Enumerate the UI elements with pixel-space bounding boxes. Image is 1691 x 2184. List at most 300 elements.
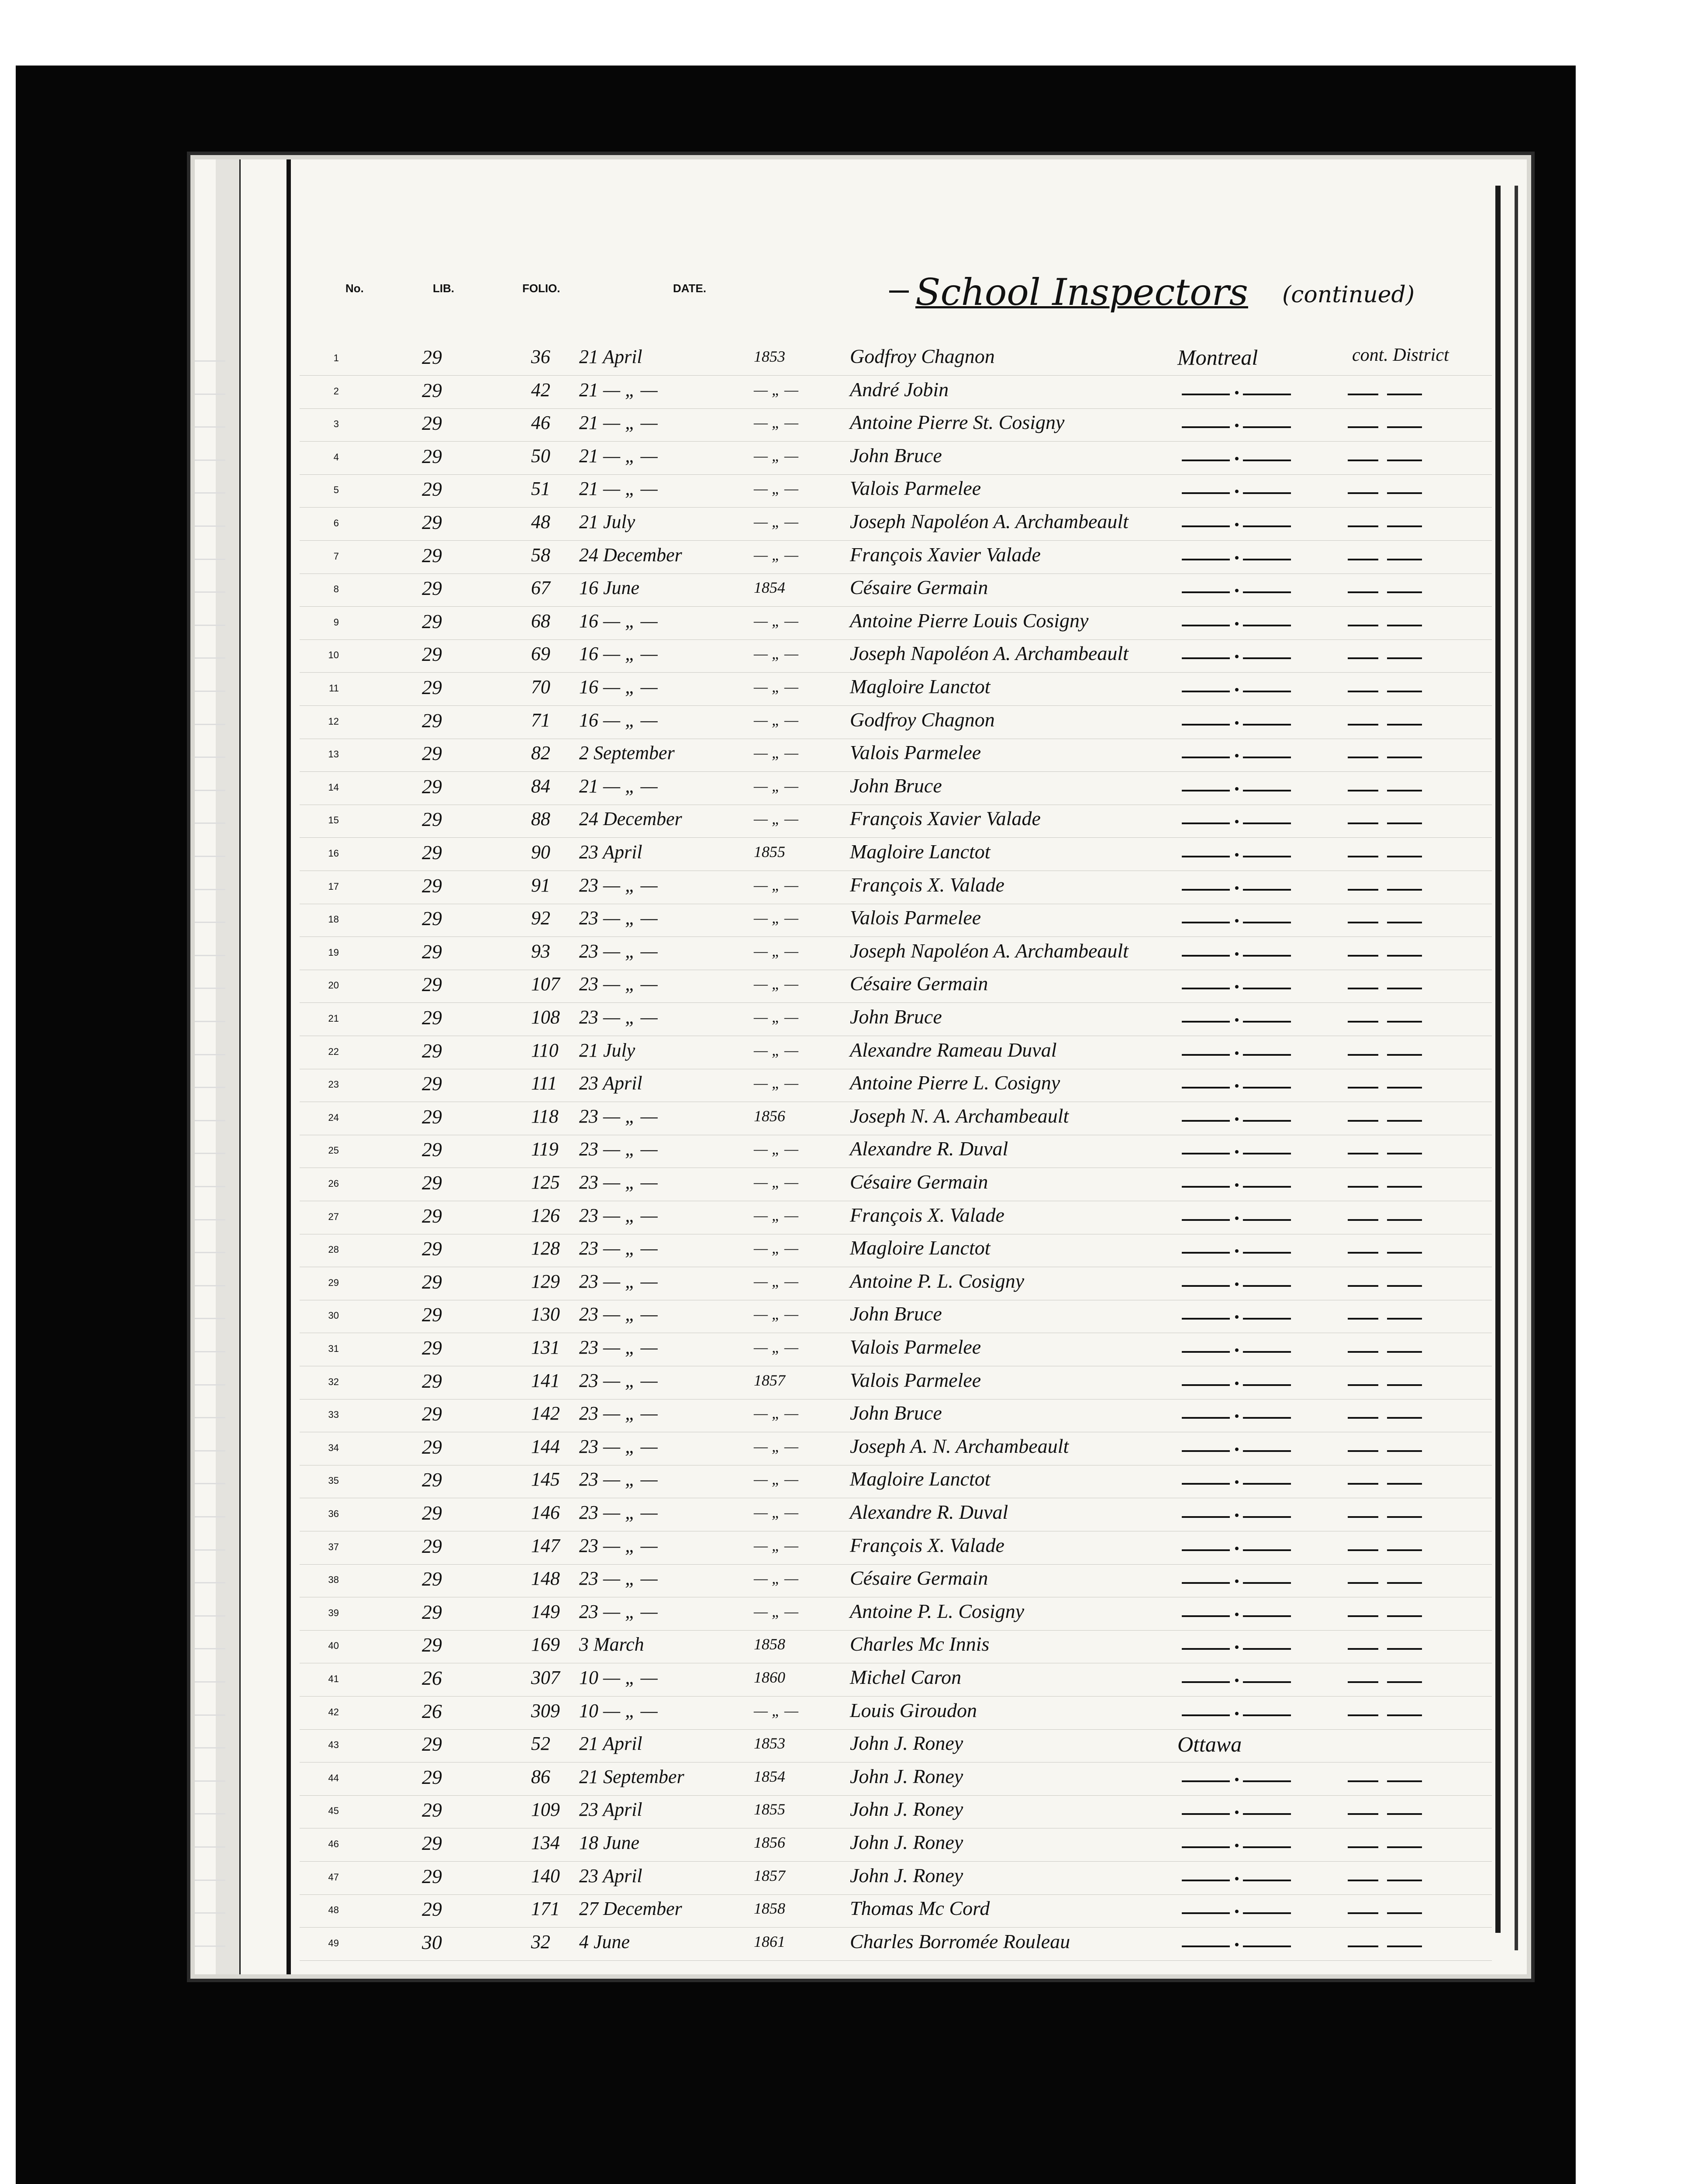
entry-folio: 118	[531, 1105, 559, 1127]
ditto-mark	[1387, 889, 1422, 891]
entry-name: Thomas Mc Cord	[850, 1897, 990, 1920]
ditto-mark	[1243, 1549, 1291, 1551]
entry-year: — „ —	[754, 380, 799, 398]
entry-year: 1855	[754, 1800, 785, 1818]
entry-date: 23 — „ —	[579, 1303, 658, 1325]
ditto-mark	[1182, 1219, 1230, 1221]
margin-tick	[195, 1714, 225, 1716]
entry-date: 21 September	[579, 1766, 684, 1787]
entry-folio: 129	[531, 1270, 560, 1292]
register-page	[195, 159, 1527, 1974]
ditto-mark	[1387, 1714, 1422, 1716]
ditto-mark	[1182, 1483, 1230, 1485]
entry-name: John Bruce	[850, 774, 942, 797]
entry-year: — „ —	[754, 1602, 799, 1620]
margin-tick	[195, 1384, 225, 1386]
ditto-dot	[1235, 424, 1239, 427]
entry-number: 14	[328, 781, 339, 793]
ditto-mark	[1348, 657, 1378, 659]
ditto-mark	[1387, 1450, 1422, 1452]
ditto-mark	[1387, 1318, 1422, 1320]
entry-name: John J. Roney	[850, 1798, 963, 1821]
ditto-dot	[1235, 457, 1239, 460]
entry-year: 1853	[754, 1735, 785, 1752]
ditto-mark	[1387, 1351, 1422, 1353]
entry-year: 1857	[754, 1371, 785, 1389]
margin-tick	[195, 1483, 225, 1484]
ditto-mark	[1182, 1318, 1230, 1320]
ditto-mark	[1348, 492, 1378, 494]
ditto-dot	[1235, 1183, 1239, 1187]
ditto-mark	[1243, 625, 1291, 626]
ditto-dot	[1235, 820, 1239, 823]
ditto-mark	[1348, 724, 1378, 726]
ditto-mark	[1348, 559, 1378, 560]
entry-lib: 29	[422, 1072, 442, 1095]
ditto-mark	[1243, 1219, 1291, 1221]
ditto-mark	[1348, 822, 1378, 824]
ditto-dot	[1235, 952, 1239, 956]
ditto-mark	[1348, 1483, 1378, 1485]
table-row	[195, 805, 1527, 838]
ditto-mark	[1243, 1615, 1291, 1617]
ditto-mark	[1387, 856, 1422, 857]
entry-date: 21 April	[579, 346, 642, 367]
entry-year: — „ —	[754, 1338, 799, 1356]
entry-date: 23 — „ —	[579, 1204, 658, 1226]
entry-name: Césaire Germain	[850, 1171, 988, 1193]
entry-year: — „ —	[754, 1404, 799, 1422]
ditto-dot	[1235, 1910, 1239, 1913]
entry-name: John Bruce	[850, 444, 942, 467]
entry-date: 16 — „ —	[579, 610, 658, 632]
entry-date: 23 — „ —	[579, 1403, 658, 1424]
ditto-mark	[1387, 460, 1422, 461]
ditto-dot	[1235, 1712, 1239, 1715]
ditto-mark	[1182, 525, 1230, 527]
entry-date: 23 — „ —	[579, 874, 658, 896]
entry-lib: 26	[422, 1700, 442, 1722]
table-row	[195, 1697, 1527, 1730]
table-row	[195, 1862, 1527, 1895]
entry-number: 9	[333, 616, 339, 628]
ditto-mark	[1243, 591, 1291, 593]
margin-tick	[195, 691, 225, 692]
entry-date: 16 — „ —	[579, 709, 658, 731]
entry-number: 34	[328, 1442, 339, 1453]
ditto-mark	[1182, 1780, 1230, 1782]
entry-date: 24 December	[579, 544, 682, 566]
ditto-mark	[1182, 1285, 1230, 1287]
entry-name: Magloire Lanctot	[850, 1237, 990, 1259]
entry-date: 23 — „ —	[579, 1006, 658, 1028]
entry-name: Césaire Germain	[850, 972, 988, 995]
entry-number: 47	[328, 1871, 339, 1883]
ditto-dot	[1235, 1844, 1239, 1847]
entry-lib: 29	[422, 511, 442, 533]
ditto-mark	[1182, 1681, 1230, 1683]
ditto-mark	[1243, 822, 1291, 824]
column-header-no: No.	[345, 282, 364, 295]
ditto-mark	[1243, 1912, 1291, 1914]
ditto-mark	[1182, 1021, 1230, 1023]
entry-date: 4 June	[579, 1931, 630, 1952]
entry-name: Magloire Lanctot	[850, 1468, 990, 1490]
entry-number: 37	[328, 1541, 339, 1552]
ditto-dot	[1235, 1117, 1239, 1121]
table-row	[195, 1532, 1527, 1565]
entry-folio: 171	[531, 1898, 560, 1920]
entry-date: 21 April	[579, 1733, 642, 1755]
entry-year: 1861	[754, 1932, 785, 1950]
ditto-dot	[1235, 622, 1239, 625]
ditto-mark	[1182, 1946, 1230, 1947]
ditto-mark	[1182, 757, 1230, 758]
entry-name: Césaire Germain	[850, 1567, 988, 1590]
ditto-mark	[1387, 691, 1422, 692]
table-row	[195, 1433, 1527, 1465]
ditto-dot	[1235, 556, 1239, 560]
entry-name: Valois Parmelee	[850, 1368, 981, 1391]
ditto-mark	[1243, 1318, 1291, 1320]
ditto-mark	[1387, 1120, 1422, 1122]
ditto-dot	[1235, 1448, 1239, 1451]
entry-folio: 146	[531, 1502, 560, 1523]
ditto-mark	[1387, 1681, 1422, 1683]
entry-date: 27 December	[579, 1898, 682, 1920]
ditto-dot	[1235, 853, 1239, 857]
entry-folio: 110	[531, 1039, 559, 1061]
entry-number: 13	[328, 749, 339, 760]
entry-lib: 29	[422, 1832, 442, 1854]
ditto-mark	[1243, 394, 1291, 395]
entry-lib: 29	[422, 379, 442, 401]
margin-tick	[195, 657, 225, 659]
entry-lib: 29	[422, 841, 442, 864]
ditto-mark	[1243, 1648, 1291, 1650]
margin-tick	[195, 1648, 225, 1649]
ditto-mark	[1243, 1880, 1291, 1881]
entry-lib: 29	[422, 1369, 442, 1392]
ditto-dot	[1235, 1480, 1239, 1484]
ditto-mark	[1348, 1615, 1378, 1617]
ditto-mark	[1348, 1780, 1378, 1782]
entry-year: 1853	[754, 348, 785, 365]
ditto-mark	[1387, 1516, 1422, 1518]
ditto-mark	[1243, 492, 1291, 494]
entry-folio: 86	[531, 1766, 550, 1787]
ditto-mark	[1348, 1285, 1378, 1287]
entry-folio: 84	[531, 775, 550, 797]
ditto-mark	[1243, 1384, 1291, 1386]
margin-tick	[195, 1153, 225, 1154]
table-row	[195, 343, 1527, 376]
ditto-mark	[1182, 1846, 1230, 1848]
entry-name: Alexandre R. Duval	[850, 1137, 1008, 1160]
ditto-mark	[1387, 1252, 1422, 1254]
ditto-dot	[1235, 1084, 1239, 1088]
entry-lib: 29	[422, 1270, 442, 1293]
ditto-mark	[1243, 691, 1291, 692]
ditto-mark	[1348, 1946, 1378, 1947]
ditto-mark	[1387, 1219, 1422, 1221]
entry-date: 23 — „ —	[579, 1469, 658, 1490]
ditto-dot	[1235, 490, 1239, 493]
ditto-mark	[1348, 1648, 1378, 1650]
table-row	[195, 1202, 1527, 1234]
entry-date: 23 — „ —	[579, 1502, 658, 1523]
ditto-mark	[1243, 889, 1291, 891]
table-row	[195, 1730, 1527, 1762]
ditto-mark	[1348, 1516, 1378, 1518]
ditto-mark	[1182, 1615, 1230, 1617]
ditto-mark	[1387, 1880, 1422, 1881]
entry-lib: 29	[422, 874, 442, 897]
entry-year: 1860	[754, 1669, 785, 1686]
margin-tick	[195, 591, 225, 593]
entry-folio: 82	[531, 742, 550, 764]
ditto-dot	[1235, 985, 1239, 988]
entry-number: 11	[329, 683, 339, 694]
entry-number: 35	[328, 1475, 339, 1486]
entry-name: André Jobin	[850, 378, 949, 401]
entry-year: — „ —	[754, 678, 799, 695]
table-row	[195, 1102, 1527, 1135]
table-row	[195, 442, 1527, 475]
ditto-mark	[1348, 1120, 1378, 1122]
ditto-dot	[1235, 589, 1239, 592]
entry-number: 27	[328, 1211, 339, 1222]
entry-year: 1856	[754, 1107, 785, 1125]
entry-year: 1856	[754, 1834, 785, 1851]
entry-folio: 307	[531, 1667, 560, 1688]
margin-tick	[195, 1813, 225, 1814]
entry-folio: 148	[531, 1568, 560, 1590]
entry-folio: 88	[531, 808, 550, 830]
table-row	[195, 937, 1527, 970]
ditto-dot	[1235, 1943, 1239, 1946]
ditto-dot	[1235, 886, 1239, 890]
entry-lib: 29	[422, 808, 442, 831]
entry-folio: 111	[531, 1072, 557, 1094]
ditto-mark	[1348, 460, 1378, 461]
entry-year: 1855	[754, 843, 785, 860]
entry-lib: 29	[422, 907, 442, 930]
ditto-mark	[1348, 1912, 1378, 1914]
ditto-mark	[1348, 1186, 1378, 1188]
table-row	[195, 1168, 1527, 1201]
ditto-dot	[1235, 1051, 1239, 1055]
entry-year: 1854	[754, 579, 785, 597]
entry-year: — „ —	[754, 546, 799, 563]
table-row	[195, 970, 1527, 1003]
entry-name: Alexandre R. Duval	[850, 1501, 1008, 1523]
ditto-mark	[1387, 988, 1422, 989]
entry-date: 16 — „ —	[579, 643, 658, 665]
entry-folio: 108	[531, 1006, 560, 1028]
entry-folio: 50	[531, 445, 550, 467]
ditto-mark	[1243, 1153, 1291, 1154]
ditto-mark	[1348, 856, 1378, 857]
table-row	[195, 1069, 1527, 1102]
entry-date: 21 July	[579, 511, 635, 532]
entry-lib: 29	[422, 610, 442, 632]
entry-number: 1	[333, 352, 339, 363]
entry-lib: 29	[422, 445, 442, 467]
ditto-mark	[1348, 1153, 1378, 1154]
margin-tick	[195, 1087, 225, 1088]
page-title-suffix: (continued)	[1282, 282, 1415, 308]
ditto-dot	[1235, 787, 1239, 791]
margin-tick	[195, 1615, 225, 1617]
ditto-mark	[1243, 988, 1291, 989]
entry-number: 48	[328, 1904, 339, 1916]
entry-date: 23 — „ —	[579, 940, 658, 962]
entry-number: 46	[328, 1838, 339, 1849]
ditto-mark	[1387, 724, 1422, 726]
entry-folio: 147	[531, 1534, 560, 1556]
entry-name: François Xavier Valade	[850, 543, 1041, 566]
entry-number: 38	[328, 1574, 339, 1586]
ditto-mark	[1348, 691, 1378, 692]
ditto-mark	[1182, 1351, 1230, 1353]
margin-tick	[195, 1549, 225, 1551]
entry-year: — „ —	[754, 711, 799, 729]
entry-number: 41	[328, 1673, 339, 1684]
entry-folio: 69	[531, 643, 550, 665]
entry-name: François Xavier Valade	[850, 807, 1041, 830]
entry-year: — „ —	[754, 414, 799, 432]
ditto-mark	[1243, 856, 1291, 857]
table-row	[195, 1763, 1527, 1796]
margin-tick	[195, 1285, 225, 1286]
entry-folio: 51	[531, 478, 550, 500]
ditto-mark	[1387, 922, 1422, 923]
ditto-mark	[1182, 657, 1230, 659]
ditto-mark	[1387, 657, 1422, 659]
margin-tick	[195, 988, 225, 989]
entry-folio: 140	[531, 1865, 560, 1887]
entry-lib: 29	[422, 1435, 442, 1458]
ditto-mark	[1387, 591, 1422, 593]
margin-tick	[195, 426, 225, 428]
margin-tick	[195, 790, 225, 791]
entry-year: — „ —	[754, 942, 799, 960]
entry-year: — „ —	[754, 645, 799, 663]
row-rule	[300, 1960, 1492, 1961]
page-title: School Inspectors	[915, 271, 1248, 314]
ditto-dot	[1235, 1877, 1239, 1880]
entry-name: Antoine Pierre Louis Cosigny	[850, 609, 1089, 632]
entry-folio: 309	[531, 1700, 560, 1721]
ditto-mark	[1348, 394, 1378, 395]
entry-folio: 92	[531, 907, 550, 929]
ditto-mark	[1387, 1615, 1422, 1617]
entry-date: 23 April	[579, 841, 642, 863]
entry-lib: 29	[422, 940, 442, 963]
place-header: Montreal	[1177, 345, 1258, 370]
table-row	[195, 1565, 1527, 1597]
entry-name: Joseph A. N. Archambeault	[850, 1434, 1069, 1457]
ditto-dot	[1235, 1348, 1239, 1352]
margin-tick	[195, 1219, 225, 1220]
ditto-mark	[1387, 1582, 1422, 1584]
entry-year: — „ —	[754, 876, 799, 894]
entry-lib: 29	[422, 1766, 442, 1788]
ditto-mark	[1348, 1318, 1378, 1320]
entry-name: Valois Parmelee	[850, 741, 981, 764]
margin-tick	[195, 1747, 225, 1749]
ditto-mark	[1387, 1054, 1422, 1056]
entry-year: — „ —	[754, 480, 799, 498]
entry-date: 2 September	[579, 742, 675, 764]
entry-number: 45	[328, 1805, 339, 1817]
column-header-lib: LIB.	[433, 282, 455, 295]
entry-date: 23 — „ —	[579, 1138, 658, 1160]
margin-tick	[195, 492, 225, 494]
ditto-dot	[1235, 754, 1239, 757]
entry-date: 23 — „ —	[579, 1600, 658, 1622]
margin-tick	[195, 1417, 225, 1418]
entry-number: 43	[328, 1739, 339, 1751]
entry-year: — „ —	[754, 1701, 799, 1719]
title-dash	[889, 290, 909, 293]
ditto-dot	[1235, 1547, 1239, 1550]
margin-tick	[195, 1450, 225, 1451]
margin-tick	[195, 1351, 225, 1352]
margin-tick	[195, 1846, 225, 1848]
entry-number: 24	[328, 1112, 339, 1123]
entry-year: — „ —	[754, 1074, 799, 1092]
entry-year: — „ —	[754, 1272, 799, 1290]
entry-number: 15	[328, 815, 339, 826]
ditto-mark	[1243, 922, 1291, 923]
entry-name: John J. Roney	[850, 1831, 963, 1853]
entry-number: 20	[328, 980, 339, 991]
entry-name: John Bruce	[850, 1006, 942, 1028]
entry-name: John J. Roney	[850, 1864, 963, 1887]
ditto-dot	[1235, 1315, 1239, 1319]
table-row	[195, 574, 1527, 607]
entry-folio: 130	[531, 1303, 560, 1325]
entry-number: 42	[328, 1706, 339, 1717]
ditto-dot	[1235, 1514, 1239, 1517]
table-row	[195, 1234, 1527, 1267]
entry-lib: 29	[422, 1733, 442, 1755]
ditto-mark	[1348, 1681, 1378, 1683]
ditto-mark	[1182, 1153, 1230, 1154]
entry-place: Ottawa	[1177, 1732, 1242, 1757]
ditto-mark	[1348, 922, 1378, 923]
entry-folio: 93	[531, 940, 550, 962]
entry-name: Antoine P. L. Cosigny	[850, 1269, 1025, 1292]
ditto-mark	[1348, 1714, 1378, 1716]
entry-folio: 149	[531, 1600, 560, 1622]
ditto-mark	[1387, 1021, 1422, 1023]
entry-folio: 134	[531, 1832, 560, 1853]
ditto-mark	[1182, 591, 1230, 593]
entry-number: 16	[328, 848, 339, 859]
entry-year: — „ —	[754, 975, 799, 993]
entry-lib: 29	[422, 1865, 442, 1887]
ditto-mark	[1348, 1450, 1378, 1452]
ditto-mark	[1182, 1912, 1230, 1914]
entry-number: 4	[333, 451, 339, 463]
entry-folio: 109	[531, 1799, 560, 1821]
margin-tick	[195, 1318, 225, 1319]
ditto-mark	[1182, 1120, 1230, 1122]
table-row	[195, 904, 1527, 937]
